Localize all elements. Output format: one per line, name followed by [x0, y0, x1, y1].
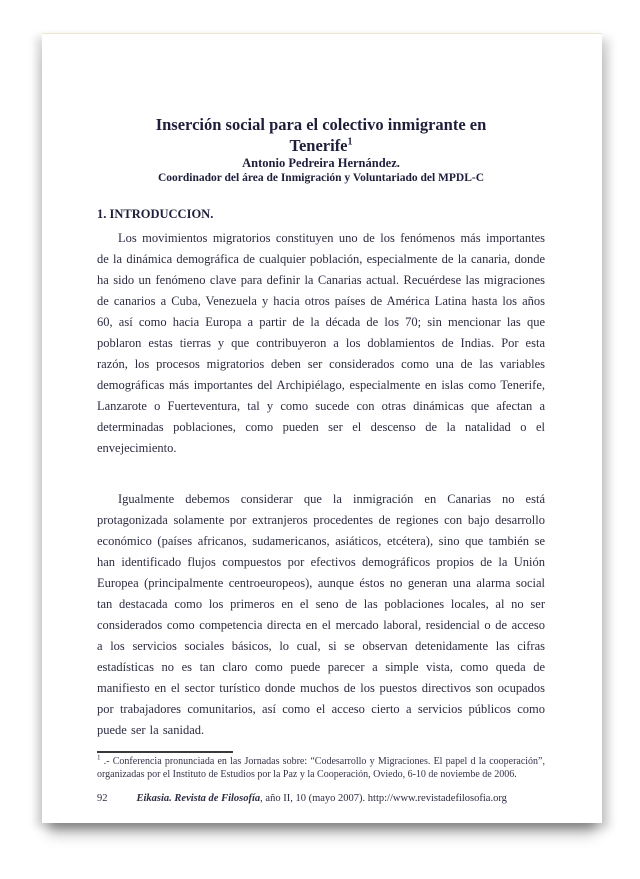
paper-title: [97, 115, 545, 156]
body-paragraph-2: Igualmente debemos considerar que la inmigración en Canarias no está protagonizada solamente por extranjeros procedentes de regiones con bajo desarrollo económico (países africanos, sudamericanos, asiáticos, etcétera), sino que también se han identificado flujos compuestos por efectivos demográficos propios de la Unión Europea (principalmente centroeuropeos), aunque éstos no generan una alarma social tan destacada como los primeros en el seno de las poblaciones locales, al no ser considerados como competencia directa en el mercado laboral, residencial o de acceso a los servicios sociales básicos, lo cual, si se observan detenidamente las cifras estadísticas no es tan claro como puede parecer a simple vista, como queda de manifiesto en el sector turístico donde muchos de los puestos directivos son ocupados por trabajadores comunitarios, así como el acceso cierto a servicios públicos como puede ser la sanidad.: [97, 492, 545, 737]
journal-title: Eikasia. Revista de Filosofía: [136, 793, 261, 804]
paper-title-line-1: Inserción social para el colectivo inmigrante en: [155, 115, 487, 134]
body-paragraph-1: Los movimientos migratorios constituyen uno de los fenómenos más importantes de la dinámica demográfica de cualquier población, especialmente de la canaria, donde ha sido un fenómeno clave para definir la Canarias actual. Recuérdese las migraciones de canarios a Cuba, Venezuela y hacia otros países de América Latina hasta los años 60, así como hacia Europa a partir de la década de los 70; sin mencionar las que poblaron estas tierras y que contribuyeron a los doblamientos de Indias. Por esta razón, los procesos migratorios deben ser considerados como una de las variables demográficas más importantes del Archipiélago, especialmente en islas como Tenerife, Lanzarote o Fuerteventura, tal y como sucede con otras dinámicas que afectan a determinadas poblaciones, como pueden ser el descenso de la natalidad o el envejecimiento.: [97, 231, 545, 455]
footnote-marker: 1: [97, 753, 101, 762]
journal-issue-info: , año II, 10 (mayo 2007). http://www.revistadefilosofia.org: [260, 793, 507, 804]
author-affiliation: Coordinador del área de Inmigración y Voluntariado del MPDL-C: [157, 172, 485, 184]
paper-page: [42, 33, 602, 823]
paper-title-line-2-text: Tenerife: [289, 135, 348, 155]
footnote-divider: [97, 751, 233, 753]
section-heading-introduction: 1. INTRODUCCION.: [97, 207, 214, 221]
page-content: [42, 34, 602, 823]
title-footnote-ref: 1: [347, 136, 353, 147]
author-name: Antonio Pedreira Hernández.: [242, 156, 400, 170]
footnote-text: .- Conferencia pronunciada en las Jornadas sobre: “Codesarrollo y Migraciones. El papel d la cooperación”, organizadas por el Instituto de Estudios por la Paz y la Cooperación, Oviedo, 6-10 de noviembe de 2006.: [97, 756, 545, 780]
page-number: 92: [97, 793, 108, 804]
footnote: [97, 753, 545, 782]
paper-title-line-2: [97, 136, 545, 157]
page-footer: [97, 792, 545, 805]
